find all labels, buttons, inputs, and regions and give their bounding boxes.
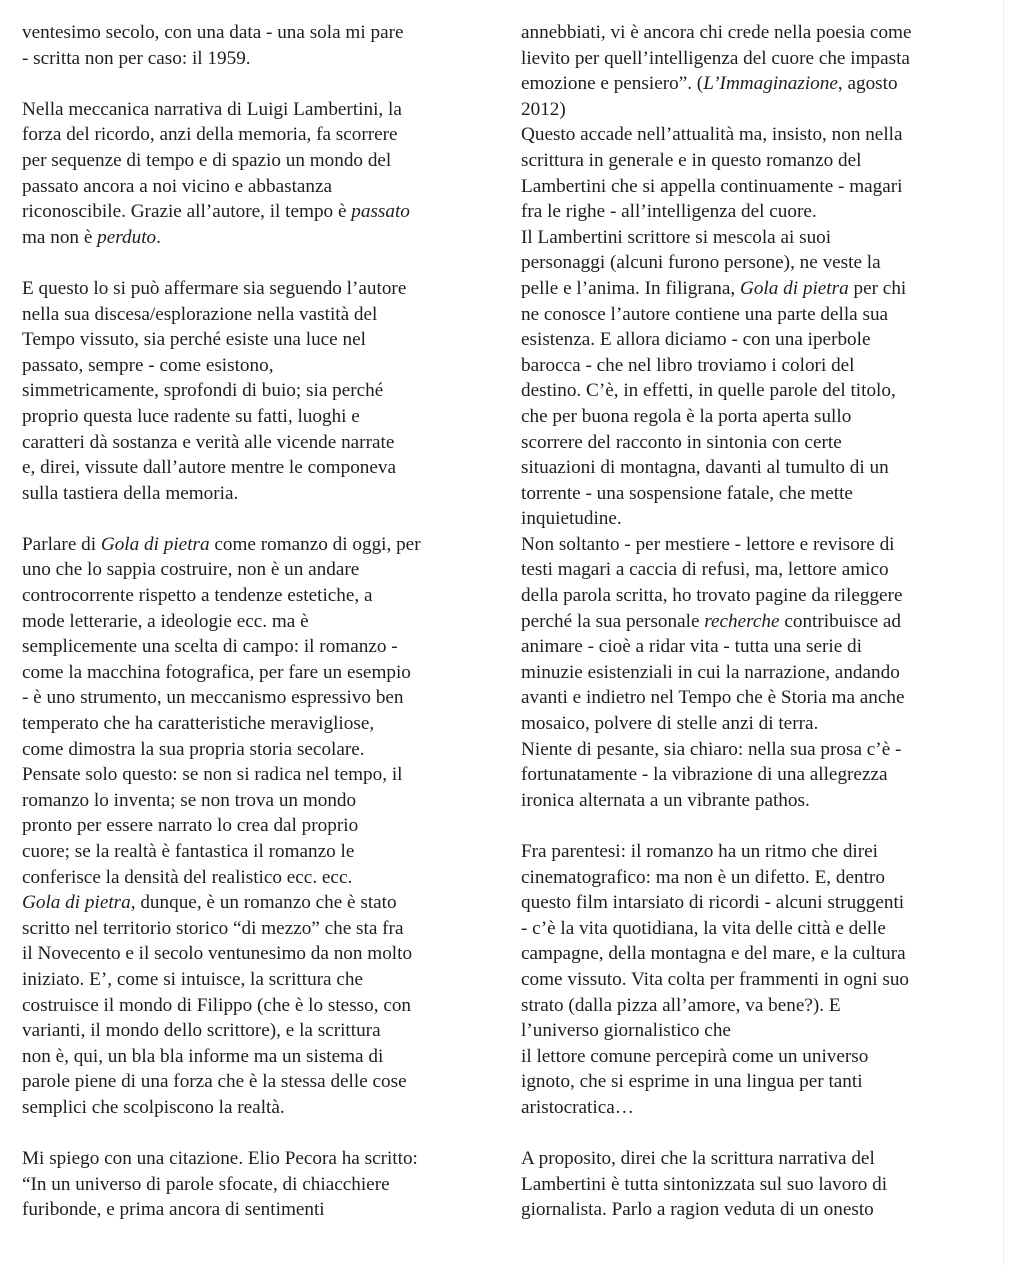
text-run: emozione e pensiero”. ( [521,73,704,95]
text-run: uno che lo sappia costruire, non è un andare [22,559,360,581]
paragraph-gap [22,506,500,532]
text-run: simmetricamente, sprofondi di buio; sia perché [22,380,384,402]
text-run: Fra parentesi: il romanzo ha un ritmo che direi [521,841,878,862]
text-line [22,225,500,251]
text-run: l’universo giornalistico che [521,1020,731,1042]
text-run: . [156,226,161,248]
text-run: pelle e l’anima. In filigrana, [521,277,740,299]
text-line [22,122,500,148]
text-line [521,174,995,200]
text-line [22,685,500,711]
text-line [22,1172,500,1198]
text-line [22,20,500,46]
paragraph-gap [22,71,500,97]
text-line [22,1018,500,1044]
text-line [521,97,995,123]
text-run: ventesimo secolo, con una data - una sola mi pare [22,22,404,43]
text-run: 2012) [521,98,566,120]
text-line [521,839,995,865]
text-run: proprio questa luce radente su fatti, luoghi e [22,405,360,427]
text-run: Lambertini è tutta sintonizzata sul suo lavoro di [521,1173,888,1195]
text-run: Pensate solo questo: se non si radica nel tempo, il [22,764,403,786]
text-line [22,634,500,660]
text-line [521,762,995,788]
text-line [521,532,995,558]
text-run: come la macchina fotografica, per fare un esempio [22,661,411,683]
text-line [22,1095,500,1121]
text-run: della parola scritta, ho trovato pagine da rileggere [521,585,903,607]
text-line [521,148,995,174]
text-run: - è uno strumento, un meccanismo espressivo ben [22,687,404,709]
italic-run: Gola di pietra [100,533,210,555]
text-run: barocca - che nel libro troviamo i colori del [521,354,855,376]
text-run: personaggi (alcuni furono persone), ne veste la [521,252,881,274]
text-run: riconoscibile. Grazie all’autore, il tempo è [22,201,352,223]
text-run: sulla tastiera della memoria. [22,482,239,504]
text-line [22,199,500,225]
text-run: torrente - una sospensione fatale, che mette [521,482,853,504]
paragraph-gap [22,250,500,276]
text-run: pronto per essere narrato lo crea dal proprio [22,815,359,837]
text-line [22,1069,500,1095]
text-line [521,634,995,660]
text-run: varianti, il mondo dello scrittore), e la scrittura [22,1020,381,1042]
text-run: il lettore comune percepirà come un universo [521,1045,869,1067]
text-run: contribuisce ad [779,610,902,632]
text-run: aristocratica… [521,1096,634,1118]
left-column [22,20,500,1223]
paragraph-gap [521,813,995,839]
text-run: - scritta non per caso: il 1959. [22,47,251,69]
italic-run: L’Immaginazione [703,73,838,95]
text-run: cuore; se la realtà è fantastica il romanzo le [22,841,355,862]
text-line [521,865,995,891]
text-run: come dimostra la sua propria storia secolare. [22,738,365,760]
text-run: semplicemente una scelta di campo: il romanzo - [22,636,398,658]
text-run: perché la sua personale [521,610,705,632]
text-line [521,20,995,46]
text-line [521,199,995,225]
text-line [22,532,500,558]
text-run: per sequenze di tempo e di spazio un mondo del [22,149,392,171]
text-run: questo film intarsiato di ricordi - alcuni struggenti [521,892,905,914]
text-line [521,71,995,97]
text-run: avanti e indietro nel Tempo che è Storia ma anche [521,687,905,709]
text-line [521,660,995,686]
text-line [22,1197,500,1223]
text-line [521,276,995,302]
text-run: mode letterarie, a ideologie ecc. ma è [22,610,309,632]
text-line [22,583,500,609]
text-run: campagne, della montagna e del mare, e la cultura [521,943,906,965]
text-run: “In un universo di parole sfocate, di chiacchiere [22,1173,390,1195]
text-run: A proposito, direi che la scrittura narrativa del [521,1148,875,1170]
text-run: iniziato. E’, come si intuisce, la scrittura che [22,968,363,990]
text-line [521,788,995,814]
text-line [521,1095,995,1121]
text-line [22,916,500,942]
text-line [22,993,500,1019]
text-run: strato (dalla pizza all’amore, va bene?). E [521,994,841,1016]
text-line [521,967,995,993]
text-line [22,890,500,916]
text-run: Il Lambertini scrittore si mescola ai suoi [521,226,832,248]
text-line [521,916,995,942]
text-line [521,1069,995,1095]
text-run: Nella meccanica narrativa di Luigi Lambertini, la [22,98,402,120]
text-line [521,1146,995,1172]
text-line [22,302,500,328]
text-line [521,1044,995,1070]
text-run: annebbiati, vi è ancora chi crede nella poesia come [521,22,912,43]
text-run: non è, qui, un bla bla informe ma un sistema di [22,1045,384,1067]
text-line [521,302,995,328]
text-line [22,327,500,353]
text-line [22,455,500,481]
text-run: scritto nel territorio storico “di mezzo” che sta fra [22,917,404,939]
text-run: passato, sempre - come esistono, [22,354,274,376]
text-line [521,327,995,353]
italic-run: Gola di pietra [739,277,849,299]
text-line [22,762,500,788]
text-line [521,609,995,635]
text-line [521,225,995,251]
text-run: ma non è [22,226,98,248]
text-run: scrittura in generale e in questo romanzo del [521,149,862,171]
text-line [22,481,500,507]
text-line [521,250,995,276]
text-run: nella sua discesa/esplorazione nella vastità del [22,303,378,325]
text-run: costruisce il mondo di Filippo (che è lo stesso, con [22,994,412,1016]
text-run: testi magari a caccia di refusi, ma, lettore amico [521,559,889,581]
text-run: , agosto [837,73,898,95]
text-run: semplici che scolpiscono la realtà. [22,1096,285,1118]
italic-run: perduto [97,226,157,248]
text-line [22,148,500,174]
text-run: ne conosce l’autore contiene una parte della sua [521,303,889,325]
text-run: per chi [848,277,907,299]
text-run: il Novecento e il secolo ventunesimo da non molto [22,943,413,965]
text-line [521,557,995,583]
text-run: , dunque, è un romanzo che è stato [130,892,397,914]
text-run: Mi spiego con una citazione. Elio Pecora ha scritto: [22,1148,418,1170]
text-line [22,430,500,456]
italic-run: Gola di pietra [22,892,131,914]
text-run: inquietudine. [521,508,622,530]
right-column [521,20,995,1223]
text-line [521,122,995,148]
text-line [22,865,500,891]
text-run: come vissuto. Vita colta per frammenti in ogni suo [521,968,910,990]
text-line [22,967,500,993]
text-run: controcorrente rispetto a tendenze estetiche, a [22,585,373,607]
text-line [521,583,995,609]
text-line [521,506,995,532]
text-line [22,1146,500,1172]
text-run: ignoto, che si esprime in una lingua per tanti [521,1071,863,1093]
text-run: che per buona regola è la porta aperta sullo [521,405,852,427]
text-line [22,839,500,865]
text-run: come romanzo di oggi, per [209,533,421,555]
text-run: lievito per quell’intelligenza del cuore che impasta [521,47,910,69]
text-line [521,737,995,763]
text-line [521,685,995,711]
text-line [22,46,500,72]
text-line [521,353,995,379]
paragraph-gap [22,1121,500,1147]
text-line [521,481,995,507]
text-line [521,711,995,737]
text-run: E questo lo si può affermare sia seguendo l’autore [22,277,407,299]
text-run: forza del ricordo, anzi della memoria, fa scorrere [22,124,398,146]
text-run: Lambertini che si appella continuamente - magari [521,175,903,197]
text-run: e, direi, vissute dall’autore mentre le componeva [22,457,397,479]
text-line [22,711,500,737]
text-run: passato ancora a noi vicino e abbastanza [22,175,333,197]
text-line [521,1197,995,1223]
text-run: scorrere del racconto in sintonia con certe [521,431,842,453]
text-line [521,941,995,967]
text-run: conferisce la densità del realistico ecc. ecc. [22,866,353,888]
italic-run: passato [351,201,410,223]
text-line [22,737,500,763]
italic-run: recherche [704,610,780,632]
text-line [22,660,500,686]
text-line [521,378,995,404]
text-run: Questo accade nell’attualità ma, insisto, non nella [521,124,903,146]
text-line [521,455,995,481]
text-run: - c’è la vita quotidiana, la vita delle città e delle [521,917,886,939]
text-line [521,993,995,1019]
text-run: fra le righe - all’intelligenza del cuore. [521,201,817,223]
text-run: giornalista. Parlo a ragion veduta di un onesto [521,1199,874,1221]
text-run: fortunatamente - la vibrazione di una allegrezza [521,764,888,786]
text-line [521,890,995,916]
text-run: Non soltanto - per mestiere - lettore e revisore di [521,533,895,555]
text-line [22,609,500,635]
scan-edge [1003,0,1004,1266]
text-run: destino. C’è, in effetti, in quelle parole del titolo, [521,380,896,402]
text-line [521,1018,995,1044]
text-run: esistenza. E allora diciamo - con una iperbole [521,329,871,351]
text-line [22,813,500,839]
text-run: Parlare di [22,533,101,555]
text-run: parole piene di una forza che è la stessa delle cose [22,1071,407,1093]
text-run: mosaico, polvere di stelle anzi di terra. [521,713,819,735]
text-line [22,97,500,123]
text-line [22,941,500,967]
text-run: Tempo vissuto, sia perché esiste una luce nel [22,329,366,351]
text-run: cinematografico: ma non è un difetto. E, dentro [521,866,885,888]
text-line [22,174,500,200]
text-line [22,378,500,404]
text-line [22,404,500,430]
text-run: animare - cioè a ridar vita - tutta una serie di [521,636,862,658]
text-run: situazioni di montagna, davanti al tumulto di un [521,457,889,479]
text-line [521,404,995,430]
text-run: romanzo lo inventa; se non trova un mondo [22,789,357,811]
text-line [22,353,500,379]
text-line [22,1044,500,1070]
text-line [22,276,500,302]
text-line [22,788,500,814]
paragraph-gap [521,1121,995,1147]
text-run: caratteri dà sostanza e verità alle vicende narrate [22,431,395,453]
text-line [521,1172,995,1198]
text-run: Niente di pesante, sia chiaro: nella sua prosa c’è - [521,738,902,760]
text-line [521,430,995,456]
text-run: temperato che ha caratteristiche meravigliose, [22,713,375,735]
text-run: furibonde, e prima ancora di sentimenti [22,1199,325,1221]
text-run: ironica alternata a un vibrante pathos. [521,789,810,811]
text-run: minuzie esistenziali in cui la narrazione, andando [521,661,900,683]
text-line [521,46,995,72]
text-line [22,557,500,583]
